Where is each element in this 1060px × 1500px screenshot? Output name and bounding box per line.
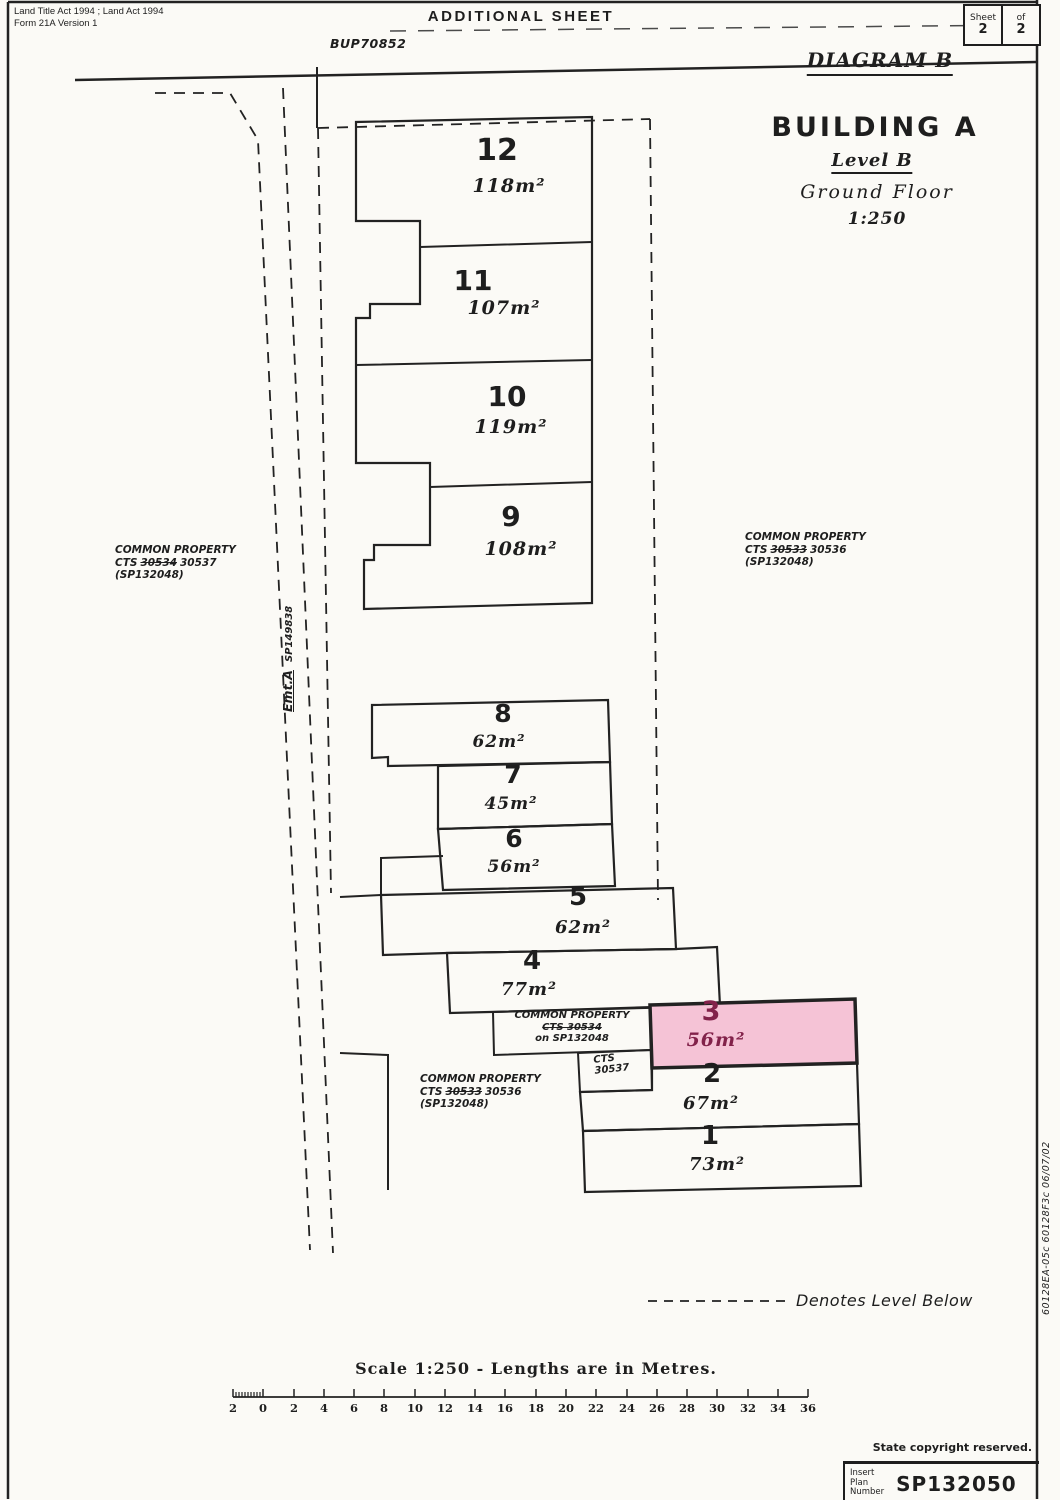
scale-tick-label: 24 [618, 1401, 636, 1415]
scale-tick-label: 22 [587, 1401, 605, 1415]
acts-line-2: Form 21A Version 1 [14, 18, 98, 29]
cts-30537-line2: 30537 [594, 1062, 630, 1077]
level-label: Level B [831, 150, 912, 174]
unit-5-outline [381, 888, 676, 955]
scale-tick-label: 16 [496, 1401, 514, 1415]
scale-tick-label: 18 [527, 1401, 545, 1415]
sheet-value: 2 [978, 22, 988, 37]
insert-label-line1: Insert [850, 1468, 875, 1479]
unit-7-number: 7 [504, 760, 522, 789]
drafting-reference-code: 60128EA-05c 60128F3c 06/07/02 [1041, 1141, 1052, 1315]
unit-3-number: 3 [701, 996, 721, 1027]
unit-4-number: 4 [522, 946, 542, 976]
unit-9-area: 108m² [484, 538, 558, 560]
unit-3-area: 56m² [686, 1029, 746, 1051]
scale-tick-label: 12 [436, 1401, 454, 1415]
cts-30537-line1: CTS [592, 1052, 616, 1066]
scale-tick-label: 32 [739, 1401, 757, 1415]
neighbour-boundary-dashed [390, 25, 1036, 31]
bup-boundary-label: BUP70852 [330, 36, 407, 51]
unit-11-number: 11 [453, 264, 493, 297]
scale-tick-label: 0 [258, 1401, 268, 1415]
scale-tick-label: 10 [406, 1401, 424, 1415]
scale-bar-major-ticks [233, 1389, 808, 1397]
easement-name: Emt.A [280, 670, 295, 712]
unit-5-number: 5 [568, 882, 588, 912]
page-title: ADDITIONAL SHEET [427, 8, 615, 25]
easement-label [277, 606, 296, 712]
unit-6-area: 56m² [487, 857, 541, 877]
scale-tick-label: 28 [678, 1401, 696, 1415]
legend-denotes-level-below: Denotes Level Below [796, 1291, 973, 1310]
unit-11-area: 107m² [467, 297, 541, 319]
cp-bottom-struck-number: 30533 [445, 1085, 482, 1098]
level-below-outline-dashed [318, 119, 658, 900]
cp-left-plan: (SP132048) [115, 569, 184, 581]
unit-12-number: 12 [476, 133, 518, 168]
copyright-note: State copyright reserved. [872, 1441, 1032, 1454]
cp-right-struck-number: 30533 [770, 543, 807, 556]
building-title: BUILDING A [771, 112, 979, 143]
cp-bottom-plan: (SP132048) [420, 1098, 489, 1110]
unit-2-area: 67m² [683, 1093, 739, 1114]
scale-bar-title: Scale 1:250 - Lengths are in Metres. [355, 1359, 717, 1378]
scale-tick-label: 14 [466, 1401, 484, 1415]
cp-right-cts: CTS [745, 543, 768, 556]
insert-plan-number-box [843, 1461, 1039, 1500]
cp-bottom-number: 30536 [484, 1085, 522, 1098]
unit-5-area: 62m² [555, 917, 611, 938]
cp-bottom-cts: CTS [420, 1085, 443, 1098]
insert-label-line2: Plan [850, 1477, 869, 1488]
cts-30537-label [593, 1051, 630, 1077]
scale-tick-label: 30 [708, 1401, 726, 1415]
sheet-label: Sheet [969, 13, 997, 23]
easement-plan-number: SP149838 [284, 605, 295, 663]
cp-mid-struck-cts: CTS 30534 [542, 1021, 602, 1033]
common-property-note-left [115, 544, 236, 582]
cp-bottom-cts-line [420, 1086, 541, 1099]
sheet-of-value: 2 [1016, 22, 1026, 37]
unit-6-number: 6 [505, 824, 523, 853]
cp-right-number: 30536 [809, 543, 847, 556]
unit-2-number: 2 [702, 1059, 722, 1089]
scale-tick-label: 8 [379, 1401, 389, 1415]
unit-12-area: 118m² [472, 175, 546, 197]
acts-text [14, 6, 163, 30]
unit-7-area: 45m² [484, 794, 538, 814]
unit-1-area: 73m² [689, 1154, 745, 1175]
scale-tick-label: 36 [799, 1401, 817, 1415]
sheet-of-label: of [1016, 13, 1026, 23]
unit-8-number: 8 [494, 699, 512, 728]
common-property-note-right [745, 531, 866, 569]
unit-1-number: 1 [700, 1121, 720, 1151]
insert-label-line3: Number [850, 1487, 885, 1498]
scale-tick-label: 34 [769, 1401, 787, 1415]
cp-bottom-title: COMMON PROPERTY [420, 1073, 541, 1085]
stub-left-of-unit-5 [340, 895, 381, 897]
scale-tick-label: 4 [319, 1401, 329, 1415]
stub-lower-left [340, 1053, 388, 1190]
cp-left-title: COMMON PROPERTY [115, 544, 236, 556]
unit-10-area: 119m² [474, 416, 548, 438]
acts-line-1: Land Title Act 1994 ; Land Act 1994 [14, 6, 164, 17]
unit-4-area: 77m² [501, 979, 557, 1000]
cp-left-cts: CTS [115, 556, 138, 569]
unit-8-area: 62m² [472, 732, 526, 752]
scale-tick-label: 2 [228, 1401, 238, 1415]
sheet-number-box [963, 4, 1041, 46]
step-left-of-unit-6 [381, 856, 443, 895]
scale-tick-label: 26 [648, 1401, 666, 1415]
scale-tick-label: 20 [557, 1401, 575, 1415]
unit-3-highlighted-outline [650, 996, 857, 1068]
floor-label: Ground Floor [800, 181, 954, 203]
cp-left-cts-line [115, 557, 236, 570]
scale-ratio-label: 1:250 [847, 209, 907, 229]
scale-bar-minor-ticks [236, 1392, 260, 1397]
cp-right-plan: (SP132048) [745, 556, 814, 568]
common-property-note-bottom [420, 1073, 541, 1111]
sheet-cell [965, 6, 1003, 44]
diagram-heading: DIAGRAM B [807, 48, 953, 76]
insert-plan-label [845, 1469, 884, 1498]
cp-mid-title: COMMON PROPERTY [514, 1010, 630, 1021]
unit-9-number: 9 [501, 500, 521, 533]
cp-right-cts-line [745, 544, 866, 557]
unit-10-number: 10 [487, 380, 527, 413]
common-property-note-mid [497, 1010, 647, 1045]
scale-tick-label: 2 [289, 1401, 299, 1415]
cp-mid-on-plan: on SP132048 [535, 1033, 609, 1044]
cp-left-struck-number: 30534 [140, 556, 177, 569]
cp-left-number: 30537 [179, 556, 217, 569]
cp-right-title: COMMON PROPERTY [745, 531, 866, 543]
plan-number: SP132050 [896, 1471, 1017, 1496]
scale-tick-label: 6 [349, 1401, 359, 1415]
sheet-of-cell [1003, 6, 1039, 44]
